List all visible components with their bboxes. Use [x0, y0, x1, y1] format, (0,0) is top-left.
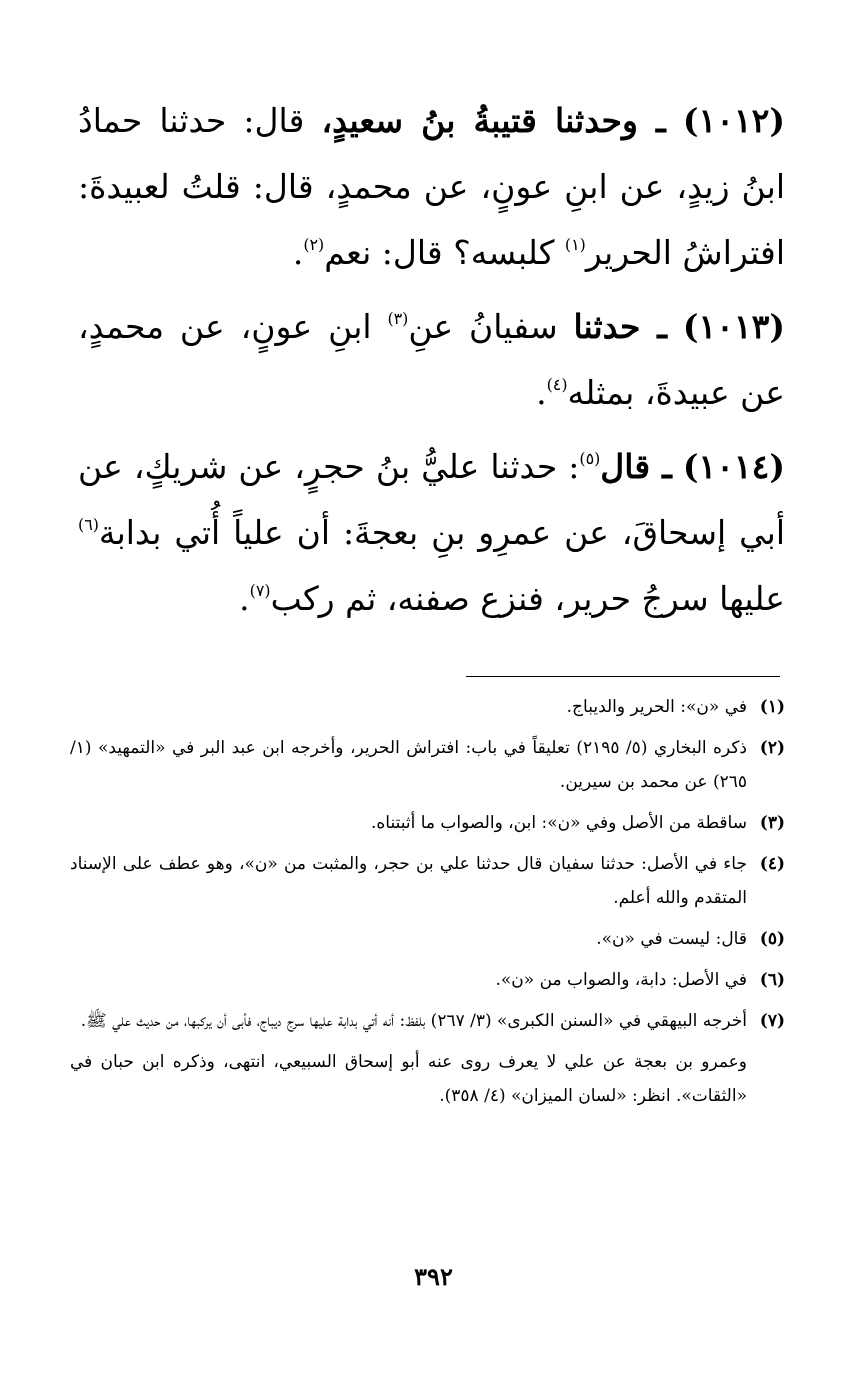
hadith-number: (١٠١٣) [682, 307, 785, 346]
footnote-item [70, 847, 785, 915]
hadith-text: . [292, 233, 304, 272]
footnote-reference: (٥) [579, 448, 601, 468]
hadith-text: ابنِ عونٍ، عن محمدٍ، عن عبيدةَ، بمثله [78, 307, 785, 412]
footnote-text: ذكره البخاري (٥/ ٢١٩٥) تعليقاً في باب: افتراش الحرير، وأخرجه ابن عبد البر في «التمهيد» (١/ ٢٦٥) عن محمد بن سيرين. [70, 738, 747, 792]
hadith-number: (١٠١٤) [682, 447, 786, 486]
footnote-reference: (٤) [546, 374, 568, 394]
hadith-text: . [239, 579, 250, 618]
hadith-text: قال: حدثنا حمادُ ابنُ زيدٍ، عن ابنِ عونٍ، عن محمدٍ، قال: قلتُ لعبيدةَ: افتراشُ الحرير [78, 101, 785, 272]
footnote-number: (٢) [759, 738, 785, 758]
footnote-reference: (٧) [249, 580, 271, 600]
footnote-text: ساقطة من الأصل وفي «ن»: ابن، والصواب ما أثبتناه. [370, 813, 747, 833]
hadith-lead: ـ حدثنا [573, 307, 667, 346]
footnote-text: أخرجه البيهقي في «السنن الكبرى» (٣/ ٢٦٧) بلفظ: أنه أتي بدابة عليها سرج ديباج، فأبى أن يركبها، من حديث علي ﷺ. [80, 1011, 747, 1031]
footnote-text: جاء في الأصل: حدثنا سفيان قال حدثنا علي بن حجر، والمثبت من «ن»، وهو عطف على الإسناد المتقدم والله أعلم. [70, 854, 747, 908]
hadith-text-block [78, 88, 785, 640]
footnote-number: (٤) [759, 854, 785, 874]
hadith-number: (١٠١٢) [682, 101, 785, 140]
footnote-text: قال: ليست في «ن». [596, 929, 747, 949]
footnote-item [70, 731, 785, 799]
footnote-text: في الأصل: دابة، والصواب من «ن». [495, 970, 747, 990]
footnote-item [70, 690, 785, 724]
hadith-text: سفيانُ عنِ [408, 307, 574, 346]
hadith-lead: ـ وحدثنا قتيبةُ بنُ سعيدٍ، [321, 101, 666, 140]
hadith-paragraph [78, 294, 785, 426]
hadith-text: كلبسه؟ قال: نعم [324, 233, 565, 272]
footnote-text: في «ن»: الحرير والديباج. [566, 697, 747, 717]
footnote-reference: (٦) [78, 514, 99, 534]
hadith-paragraph [78, 88, 785, 286]
hadith-text: . [536, 373, 547, 412]
footnote-separator [466, 676, 780, 677]
footnote-number: (٧) [759, 1011, 785, 1031]
footnote-reference: (٢) [303, 234, 325, 254]
footnote-item [70, 922, 785, 956]
footnotes-block [70, 690, 785, 1113]
hadith-text: : حدثنا عليُّ بنُ حجرٍ، عن شريكٍ، عن أبي إسحاقَ، عن عمرِو بنِ بعجةَ: أن علياً أُتي بدابة [78, 447, 785, 552]
footnote-number: (٥) [759, 929, 785, 949]
footnote-number: (٣) [759, 813, 785, 833]
footnote-reference: (١) [564, 234, 586, 254]
footnote-item [70, 806, 785, 840]
footnote-item [70, 1004, 785, 1038]
footnote-reference: (٣) [387, 308, 409, 328]
hadith-text: عليها سرجُ حرير، فنزع صفنه، ثم ركب [270, 579, 785, 618]
footnote-continuation: وعمرو بن بعجة عن علي لا يعرف روى عنه أبو إسحاق السبيعي، انتهى، وذكره ابن حبان في «الثقات». انظر: «لسان الميزان» (٤/ ٣٥٨). [70, 1052, 747, 1106]
footnote-item [70, 963, 785, 997]
page-number: ٣٩٢ [414, 1262, 453, 1291]
footnote-number: (٦) [759, 970, 785, 990]
hadith-paragraph [78, 434, 785, 632]
footnote-number: (١) [759, 697, 785, 717]
hadith-lead: ـ قال [600, 447, 672, 486]
